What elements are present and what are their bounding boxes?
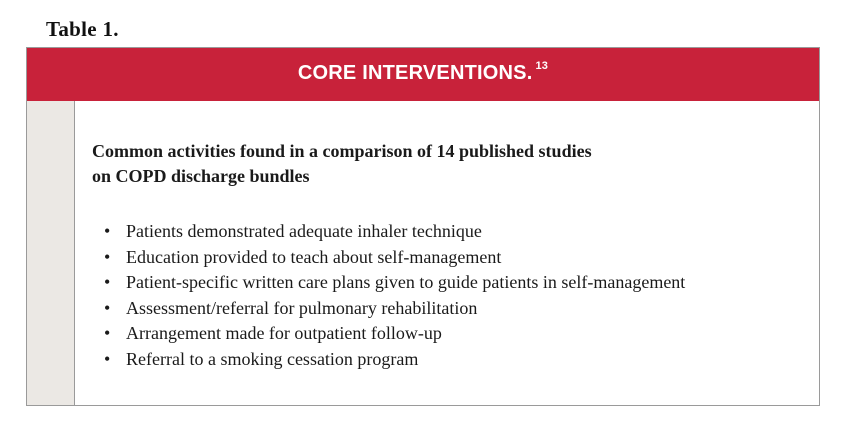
table-label: Table 1. [46,17,119,41]
list-item-text: Assessment/referral for pulmonary rehabilitation [126,297,478,318]
header-superscript: 13 [535,60,549,73]
header-title [298,62,548,85]
intro-text [92,139,802,189]
header-title-text: CORE INTERVENTIONS. [297,62,533,84]
table-header [27,48,819,101]
bullet-icon: • [104,246,111,267]
intro-line-1: Common activities found in a comparison of 14 published studies [92,141,592,161]
list-item-text: Patient-specific written care plans given to guide patients in self-management [126,272,686,292]
list-item [92,296,802,322]
list-item [92,245,802,271]
list-item [92,321,802,347]
list-item [92,270,802,296]
list-item-text: Education provided to teach about self-management [126,246,502,267]
bullet-icon: • [104,348,111,369]
list-item-text: Referral to a smoking cessation program [126,348,419,369]
side-column [27,101,75,405]
bullet-icon: • [104,297,111,318]
bullet-icon: • [104,272,111,292]
bullet-icon: • [104,221,111,241]
table-content [92,139,802,372]
list-item [92,347,802,373]
interventions-list [92,219,802,372]
list-item [92,219,802,245]
list-item-text: Patients demonstrated adequate inhaler technique [126,221,482,241]
bullet-icon: • [104,323,111,343]
table-container [26,47,820,406]
list-item-text: Arrangement made for outpatient follow-up [126,323,442,343]
intro-line-2: on COPD discharge bundles [92,166,310,186]
